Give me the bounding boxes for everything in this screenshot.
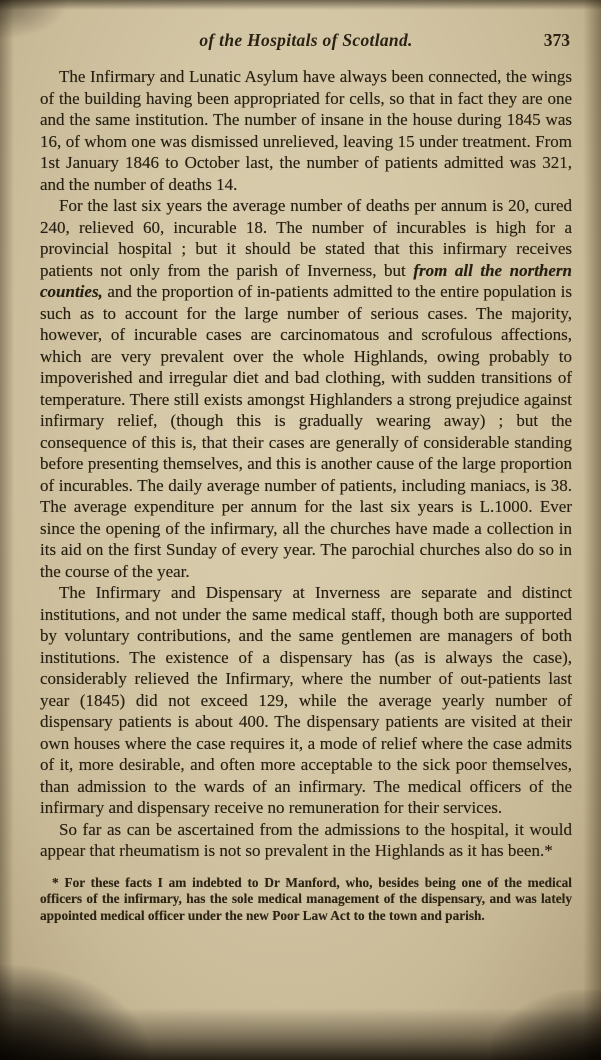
footnote-marker: *	[52, 874, 59, 890]
paragraph	[40, 819, 572, 862]
footnote	[40, 875, 572, 925]
scan-edge-top-shadow	[0, 0, 601, 10]
scan-corner-bottom-left-shadow	[0, 965, 150, 1060]
page-number: 373	[543, 30, 570, 50]
paragraph-segment: The Infirmary and Lunatic Asylum have always been connected, the wings of the building having been appropriated for cells, so that in fact they are one and the same institution. The number of insane in the house during 1845 was 16, of whom one was dismissed unrelieved, leaving 15 under treatment. From 1st January 1846 to October last, the number of patients admitted was 321, and the number of deaths 14.	[40, 67, 572, 194]
footnote-text: For these facts I am indebted to Dr Manford, who, besides being one of the medical officers of the infirmary, has the sole medical management of the dispensary, and was lately appointed medical officer under the new Poor Law Act to the town and parish.	[40, 874, 572, 924]
paragraph-segment: For the last six years the average number of deaths per annum is 20, cured 240, relieved 60, incurable 18. The number of incurables is high for a provincial hospital ; but it should be stated that this infirmary receives patients not only from the parish of Inverness, but	[40, 196, 572, 280]
scan-edge-right-shadow	[583, 0, 601, 1060]
paragraph	[40, 66, 572, 195]
page-body	[40, 66, 572, 862]
paragraph	[40, 195, 572, 582]
paragraph-segment-italic: from all the northern counties,	[40, 260, 572, 301]
page-content	[40, 30, 572, 925]
paragraph-segment: The Infirmary and Dispensary at Inverness are separate and distinct institutions, and not under the same medical staff, though both are supported by voluntary contributions, and the same gentlemen are managers of both institutions. The existence of a dispensary has (as is always the case), considerably relieved the Infirmary, where the number of out-patients last year (1845) did not exceed 129, while the average yearly number of dispensary patients is about 400. The dispensary patients are visited at their own houses where the case requires it, a mode of relief where the case admits of it, more desirable, and often more acceptable to the sick poor themselves, than admission to the wards of an infirmary. The medical officers of the infirmary and dispensary receive no remuneration for their services.	[40, 583, 572, 817]
scan-edge-left-shadow	[0, 0, 14, 1060]
paragraph-segment: So far as can be ascertained from the admissions to the hospital, it would appear that rheumatism is not so prevalent in the Highlands as it has been.*	[40, 819, 572, 860]
scan-corner-top-left-shadow	[0, 0, 70, 40]
paragraph-segment: and the proportion of in-patients admitted to the entire population is such as to account for the large number of serious cases. The majority, however, of incurable cases are carcinomatous and scrofulous affections, which are very prevalent over the whole Highlands, owing probably to impoverished and irregular diet and bad clothing, with sudden transitions of temperature. There still exists amongst Highlanders a strong prejudice against infirmary relief, (though this is gradually wearing away) ; but the consequence of this is, that their cases are generally of considerable standing before presenting themselves, and this is another cause of the large proportion of incurables. The daily average number of patients, including maniacs, is 38. The average expenditure per annum for the last six years is L.1000. Ever since the opening of the infirmary, all the churches have made a collection in its aid on the first Sunday of every year. The parochial churches also do so in the course of the year.	[40, 282, 572, 581]
paragraph	[40, 582, 572, 819]
running-title: of the Hospitals of Scotland.	[199, 30, 413, 50]
page-header	[40, 30, 572, 56]
scan-corner-bottom-right-shadow	[491, 990, 601, 1060]
